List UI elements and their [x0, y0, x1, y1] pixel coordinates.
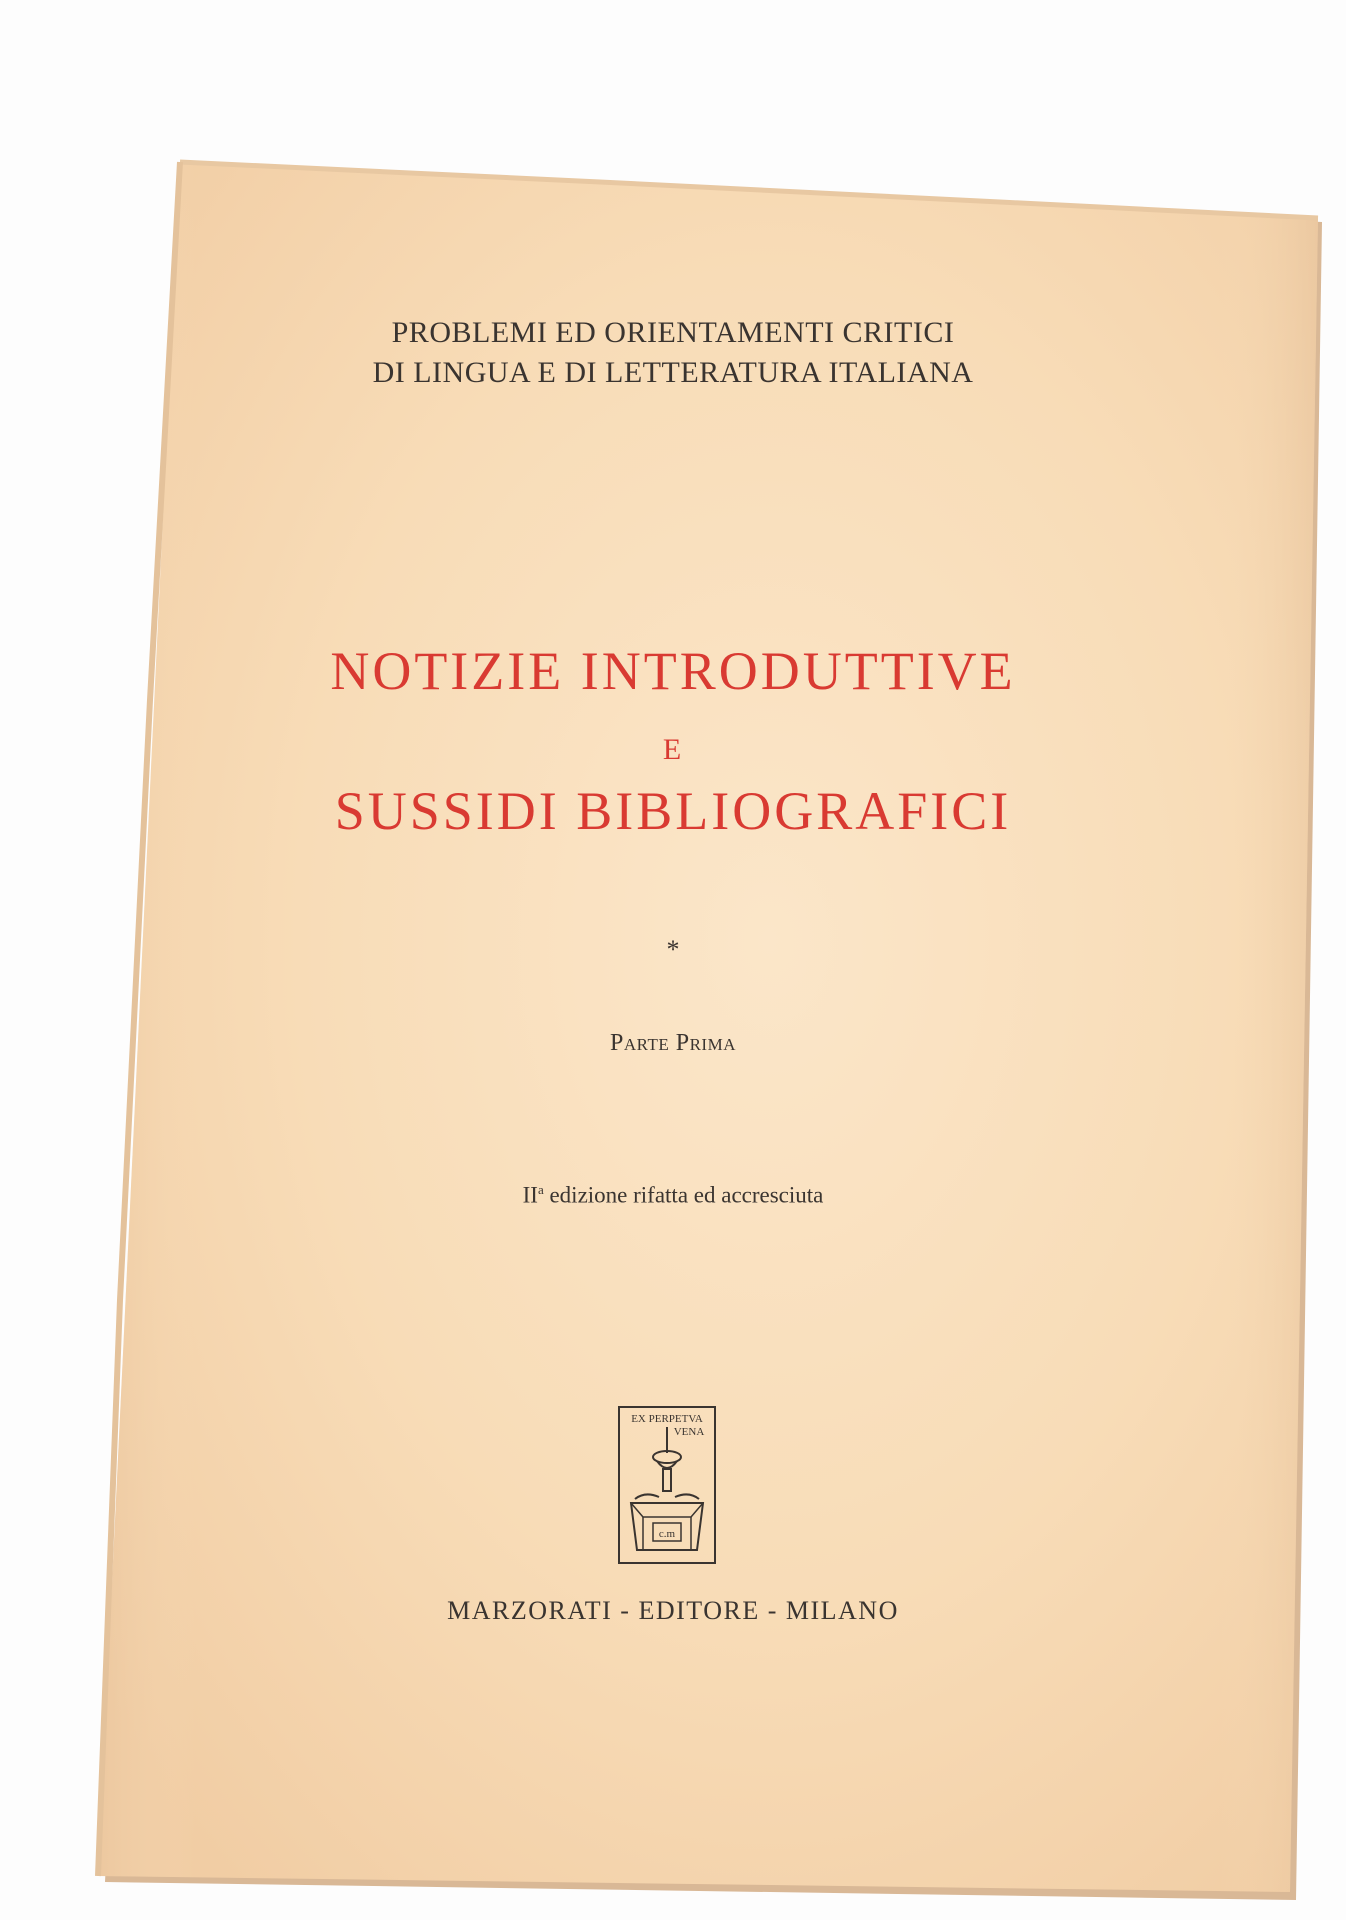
series-title-line-2: DI LINGUA E DI LETTERATURA ITALIANA: [372, 356, 974, 389]
book-title-line-1: NOTIZIE INTRODUTTIVE: [330, 641, 1016, 701]
volume-star-mark: *: [666, 935, 680, 964]
book-title-line-2: SUSSIDI BIBLIOGRAFICI: [334, 781, 1012, 841]
printer-mark-motto-1: EX PERPETVA: [631, 1413, 703, 1425]
edition-numeral: II: [522, 1182, 538, 1208]
printer-mark-initials: c.m: [658, 1528, 676, 1540]
cover-edge-shade: [98, 162, 1318, 1892]
publisher-imprint: MARZORATI - EDITORE - MILANO: [447, 1596, 899, 1625]
printer-mark-motto-2: VENA: [673, 1426, 705, 1438]
edition-superscript: a: [537, 1182, 544, 1197]
edition-text: edizione rifatta ed accresciuta: [543, 1182, 824, 1208]
book-title-conjunction: E: [662, 733, 684, 766]
part-label: Parte Prima: [610, 1030, 736, 1056]
edition-note: [0, 1182, 1346, 1209]
printer-mark-fountain-icon: [617, 1405, 717, 1565]
series-title-line-1: PROBLEMI ED ORIENTAMENTI CRITICI: [391, 316, 955, 349]
